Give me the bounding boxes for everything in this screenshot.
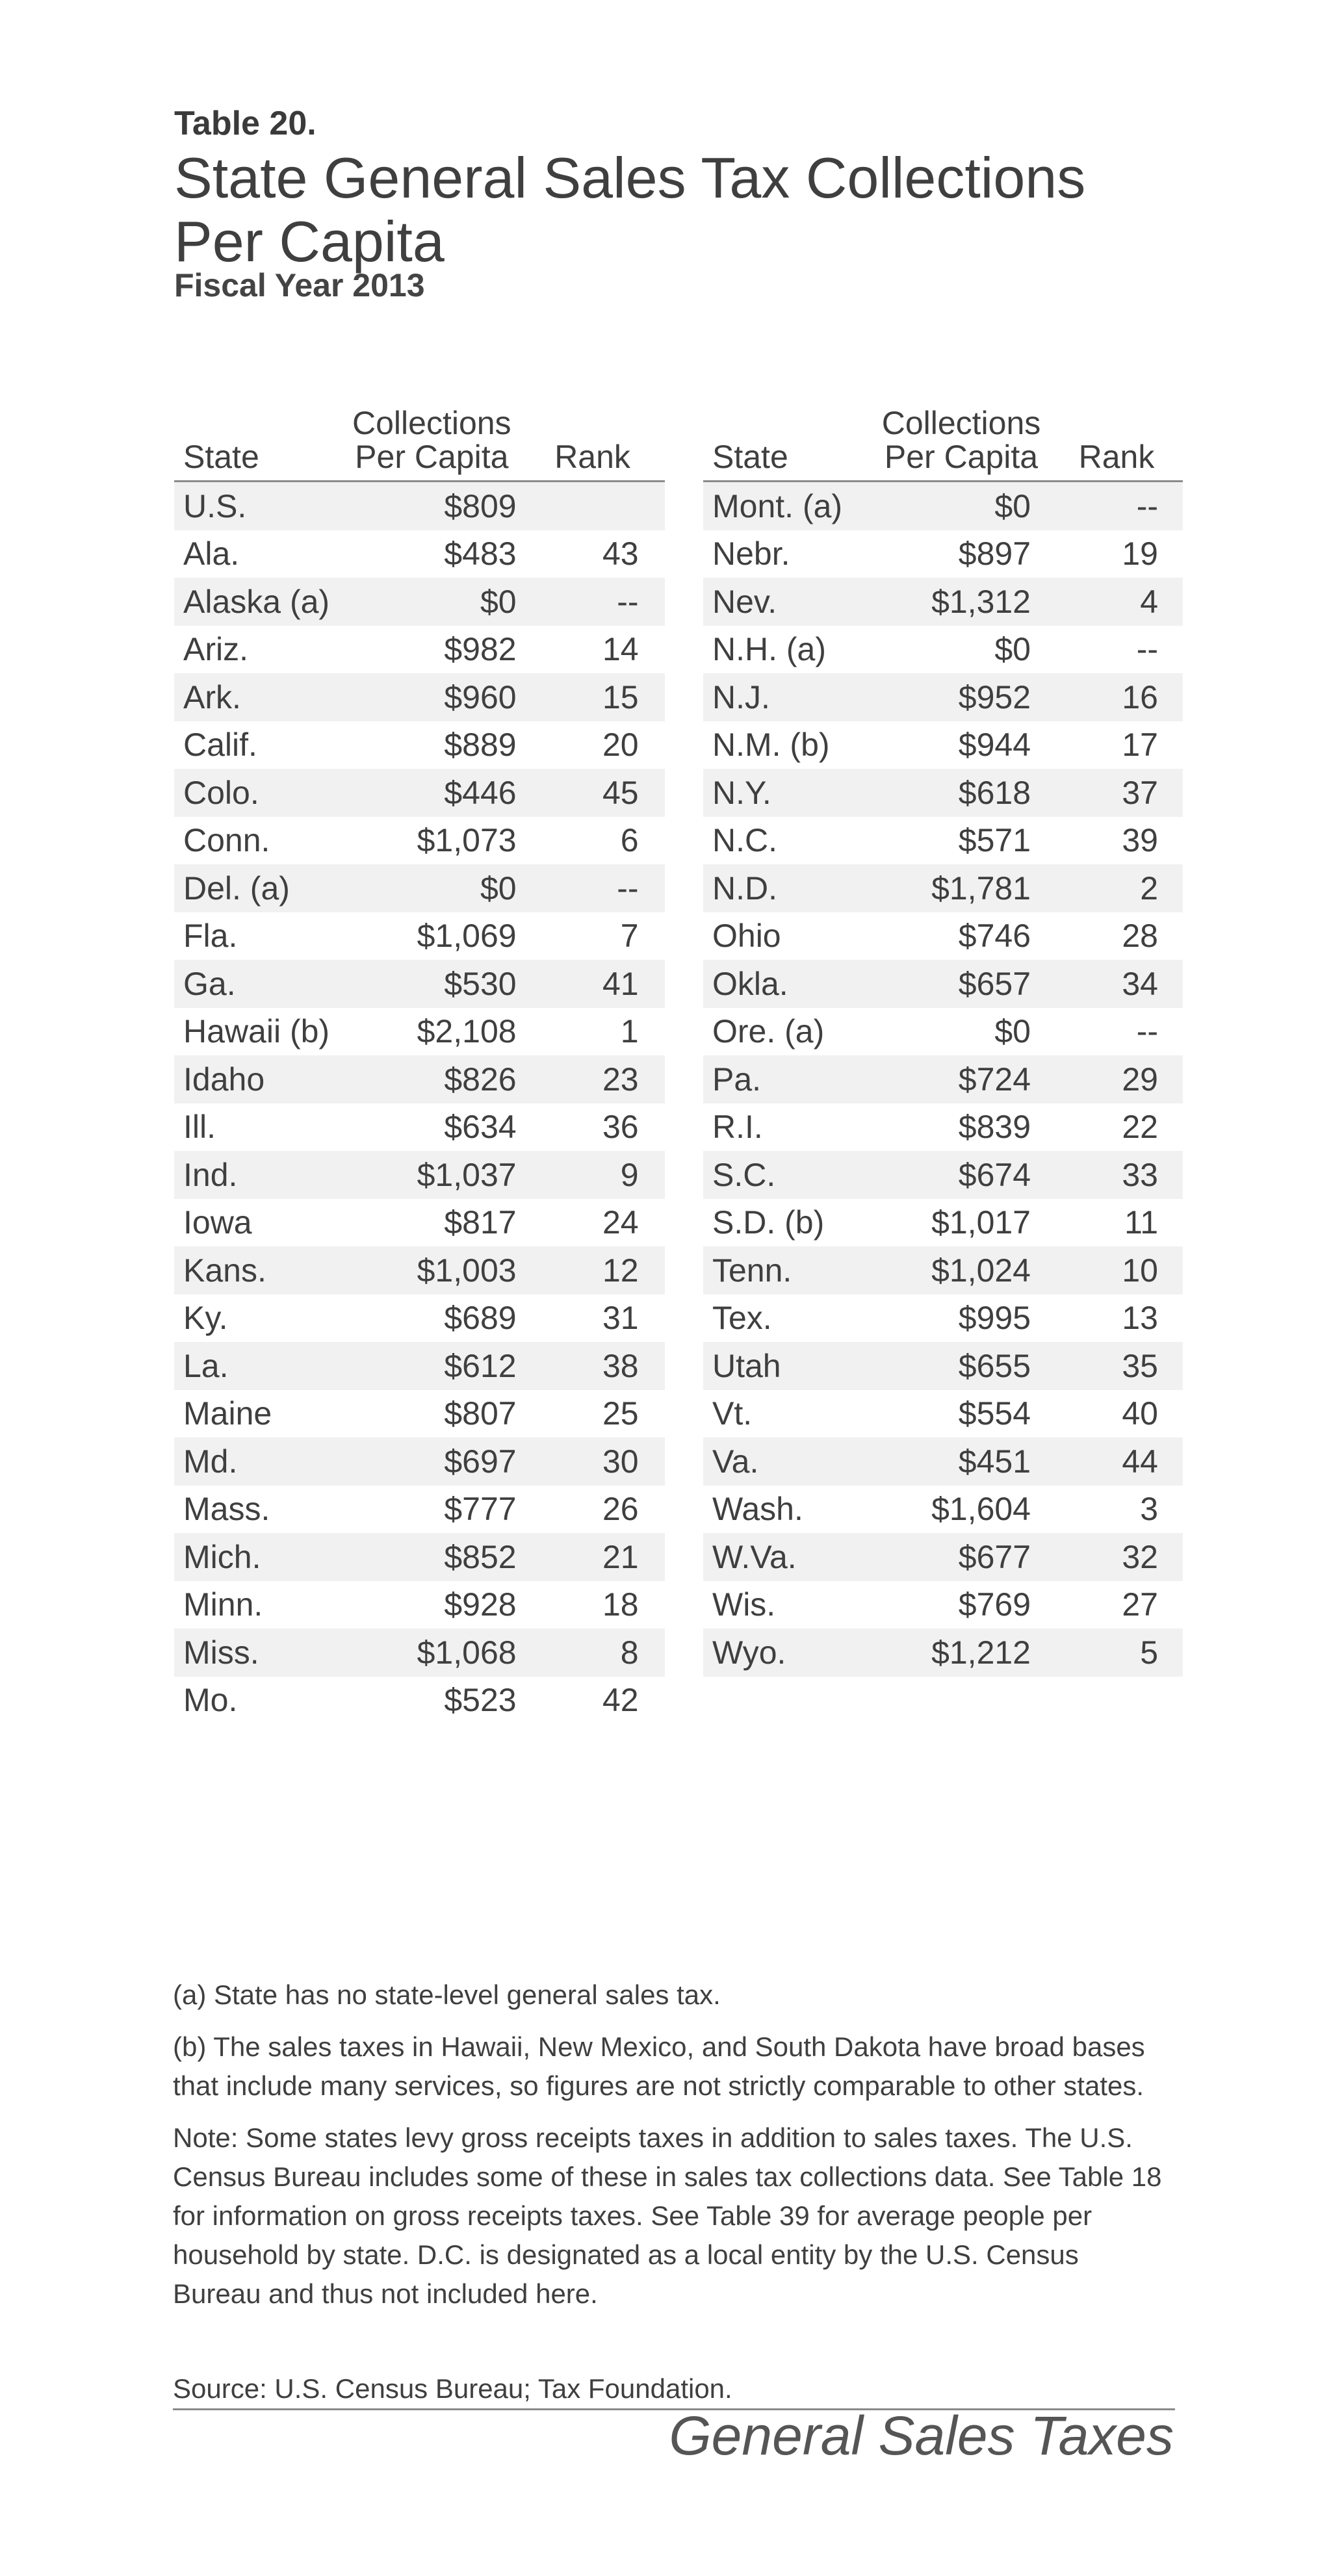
rank-cell: 41 (521, 960, 665, 1008)
collections-cell: $839 (958, 1109, 1031, 1146)
collections-cell: $724 (872, 1055, 1050, 1103)
rank-cell: 26 (602, 1491, 639, 1528)
table-row (174, 1437, 665, 1486)
rank-cell: 3 (1140, 1491, 1158, 1528)
rank-cell: 21 (521, 1533, 665, 1581)
collections-cell: $817 (444, 1204, 517, 1241)
table-row (703, 626, 1183, 674)
table-row (174, 1103, 665, 1152)
collections-cell: $807 (444, 1395, 517, 1432)
table-row (174, 673, 665, 721)
collections-cell: $674 (872, 1151, 1050, 1199)
table-row (703, 1390, 1183, 1438)
rank-cell: 12 (521, 1246, 665, 1294)
table-row (703, 1103, 1183, 1152)
table-row (703, 912, 1183, 960)
collections-cell: $657 (872, 960, 1050, 1008)
footnote-a: (a) State has no state-level general sales tax. (173, 1979, 721, 2010)
collections-cell: $451 (872, 1437, 1050, 1486)
collections-cell: $0 (343, 578, 521, 626)
state-cell: Vt. (712, 1395, 753, 1432)
state-cell: Minn. (183, 1586, 263, 1623)
table-row (174, 1533, 665, 1581)
state-cell: Mo. (183, 1682, 238, 1719)
state-cell: Ill. (183, 1109, 216, 1146)
collections-cell: $2,108 (417, 1013, 517, 1050)
table-row (174, 1055, 665, 1103)
state-cell: N.J. (703, 673, 872, 721)
collections-cell: $1,017 (931, 1204, 1031, 1241)
collections-cell: $982 (444, 631, 517, 668)
state-cell: Ind. (174, 1151, 343, 1199)
column-header-collections-line1: Collections (352, 405, 511, 441)
table-row (174, 1390, 665, 1438)
rank-cell: 11 (1124, 1204, 1158, 1241)
rank-cell: 15 (521, 673, 665, 721)
rank-cell: 6 (620, 822, 639, 859)
collections-cell: $960 (343, 673, 521, 721)
state-cell: La. (174, 1342, 343, 1390)
rank-cell: 43 (602, 535, 639, 573)
state-cell: Va. (703, 1437, 872, 1486)
state-table-right (703, 406, 1183, 1677)
footnote-b: (b) The sales taxes in Hawaii, New Mexico, and South Dakota have broad bases that include many services, so figures are not strictly comparable to other states. (173, 2031, 1145, 2101)
rank-cell: 40 (1122, 1395, 1158, 1432)
table-row (703, 960, 1183, 1008)
collections-cell: $0 (872, 482, 1050, 530)
rank-cell: 5 (1050, 1629, 1183, 1677)
table-row (703, 1342, 1183, 1390)
collections-cell: $0 (994, 631, 1031, 668)
collections-cell: $1,069 (417, 918, 517, 955)
table-row (174, 1677, 665, 1725)
state-cell: W.Va. (703, 1533, 872, 1581)
column-header-collections (343, 406, 521, 482)
table-row (703, 482, 1183, 530)
state-cell: Idaho (174, 1055, 343, 1103)
rank-cell: 16 (1050, 673, 1183, 721)
state-cell: Ariz. (183, 631, 248, 668)
rank-cell: 25 (602, 1395, 639, 1432)
rank-cell (521, 482, 665, 530)
rank-cell: 1 (620, 1013, 639, 1050)
rank-cell: 38 (521, 1342, 665, 1390)
table-row (703, 1294, 1183, 1343)
table-row (174, 1199, 665, 1247)
state-cell: Iowa (183, 1204, 252, 1241)
rank-cell: -- (1136, 631, 1158, 668)
rank-cell: 31 (602, 1300, 639, 1337)
collections-cell: $612 (343, 1342, 521, 1390)
collections-cell: $618 (872, 769, 1050, 817)
collections-cell: $483 (444, 535, 517, 573)
table-row (703, 1437, 1183, 1486)
rank-cell: 28 (1122, 918, 1158, 955)
table-row (703, 817, 1183, 865)
collections-cell: $952 (872, 673, 1050, 721)
table-row (174, 1246, 665, 1294)
rank-cell: 9 (521, 1151, 665, 1199)
collections-cell: $1,024 (872, 1246, 1050, 1294)
table-row (703, 864, 1183, 912)
column-header-collections-line1: Collections (881, 405, 1041, 441)
table-row (703, 1629, 1183, 1677)
page-subtitle: Fiscal Year 2013 (174, 267, 425, 303)
rank-cell: 32 (1050, 1533, 1183, 1581)
state-cell: Conn. (183, 822, 270, 859)
state-cell: R.I. (712, 1109, 763, 1146)
collections-cell: $852 (343, 1533, 521, 1581)
source-line: Source: U.S. Census Bureau; Tax Foundation. (173, 2371, 1175, 2410)
state-cell: Maine (183, 1395, 272, 1432)
collections-cell: $1,003 (343, 1246, 521, 1294)
collections-cell: $655 (872, 1342, 1050, 1390)
rank-cell: 45 (521, 769, 665, 817)
rank-cell: 2 (1050, 864, 1183, 912)
rank-cell: 24 (602, 1204, 639, 1241)
rank-cell: 44 (1050, 1437, 1183, 1486)
state-cell: Colo. (174, 769, 343, 817)
footnotes (173, 1976, 1174, 2326)
rank-cell: -- (1050, 482, 1183, 530)
table-row (703, 1008, 1183, 1056)
table-row (174, 1151, 665, 1199)
collections-cell: $746 (958, 918, 1031, 955)
state-cell: Del. (a) (174, 864, 343, 912)
rank-cell: 19 (1122, 535, 1158, 573)
collections-cell: $995 (958, 1300, 1031, 1337)
rank-cell: 27 (1122, 1586, 1158, 1623)
column-header-collections-line2: Per Capita (884, 439, 1039, 475)
collections-cell: $889 (444, 727, 517, 764)
collections-cell: $1,604 (931, 1491, 1031, 1528)
state-cell: Alaska (a) (174, 578, 343, 626)
state-cell: Ark. (174, 673, 343, 721)
state-cell: Nebr. (712, 535, 790, 573)
collections-cell: $944 (958, 727, 1031, 764)
collections-cell: $697 (343, 1437, 521, 1486)
rank-cell: 37 (1050, 769, 1183, 817)
table-row (174, 1294, 665, 1343)
state-cell: Ky. (183, 1300, 228, 1337)
column-header-state: State (174, 406, 343, 482)
table-row (174, 721, 665, 769)
table-row (703, 1151, 1183, 1199)
table-row (703, 578, 1183, 626)
state-cell: Tenn. (703, 1246, 872, 1294)
rank-cell: -- (521, 578, 665, 626)
table-row (174, 530, 665, 578)
rank-cell: 10 (1050, 1246, 1183, 1294)
collections-cell: $0 (994, 1013, 1031, 1050)
rank-cell: 39 (1122, 822, 1158, 859)
table-row (174, 482, 665, 530)
rank-cell: 36 (602, 1109, 639, 1146)
table-row (174, 960, 665, 1008)
rank-cell: 35 (1050, 1342, 1183, 1390)
collections-cell: $769 (958, 1586, 1031, 1623)
collections-cell: $554 (958, 1395, 1031, 1432)
table-header-row (703, 406, 1183, 482)
state-cell: N.Y. (703, 769, 872, 817)
rank-cell: 14 (602, 631, 639, 668)
collections-cell: $530 (343, 960, 521, 1008)
rank-cell: 20 (602, 727, 639, 764)
collections-cell: $446 (343, 769, 521, 817)
state-cell: Calif. (183, 727, 257, 764)
state-cell: Hawaii (b) (183, 1013, 330, 1050)
state-cell: N.M. (b) (712, 727, 830, 764)
state-cell: Okla. (703, 960, 872, 1008)
table-header-row (174, 406, 665, 482)
state-cell: N.C. (712, 822, 777, 859)
rank-cell: -- (521, 864, 665, 912)
state-cell: U.S. (174, 482, 343, 530)
collections-cell: $0 (343, 864, 521, 912)
rank-cell: 18 (602, 1586, 639, 1623)
table-row (703, 721, 1183, 769)
collections-cell: $571 (958, 822, 1031, 859)
table-row (703, 1533, 1183, 1581)
state-cell: N.D. (703, 864, 872, 912)
table-row (703, 769, 1183, 817)
table-number: Table 20. (174, 105, 317, 142)
state-cell: Ohio (712, 918, 781, 955)
column-header-collections-line2: Per Capita (355, 439, 509, 475)
state-cell: Miss. (174, 1629, 343, 1677)
rank-cell: 23 (521, 1055, 665, 1103)
table-row (174, 817, 665, 865)
state-cell: Ore. (a) (712, 1013, 825, 1050)
state-cell: Mass. (183, 1491, 270, 1528)
table-row (703, 1581, 1183, 1629)
table-row (174, 769, 665, 817)
collections-cell: $809 (343, 482, 521, 530)
state-table-left (174, 406, 665, 1724)
rank-cell: 30 (521, 1437, 665, 1486)
table-row (703, 530, 1183, 578)
table-row (174, 1342, 665, 1390)
state-cell: Fla. (183, 918, 238, 955)
column-header-rank: Rank (521, 406, 665, 482)
collections-cell: $897 (958, 535, 1031, 573)
table-row (174, 626, 665, 674)
column-header-state: State (703, 406, 872, 482)
table-row (174, 1581, 665, 1629)
rank-cell: 13 (1122, 1300, 1158, 1337)
state-cell: S.D. (b) (712, 1204, 825, 1241)
collections-cell: $1,037 (343, 1151, 521, 1199)
table-row (174, 1008, 665, 1056)
collections-cell: $523 (444, 1682, 517, 1719)
collections-cell: $677 (872, 1533, 1050, 1581)
state-cell: Tex. (712, 1300, 772, 1337)
table-row (703, 1246, 1183, 1294)
state-cell: Md. (174, 1437, 343, 1486)
section-footer-title: General Sales Taxes (669, 2405, 1174, 2466)
collections-cell: $777 (444, 1491, 517, 1528)
table-row (174, 578, 665, 626)
rank-cell: 33 (1050, 1151, 1183, 1199)
page-title: State General Sales Tax Collections Per Capita (174, 146, 1086, 274)
collections-cell: $634 (444, 1109, 517, 1146)
collections-cell: $1,212 (872, 1629, 1050, 1677)
rank-cell: -- (1136, 1013, 1158, 1050)
table-row (703, 1055, 1183, 1103)
state-cell: Wis. (712, 1586, 776, 1623)
state-cell: Kans. (174, 1246, 343, 1294)
state-cell: Wyo. (703, 1629, 872, 1677)
rank-cell: 42 (602, 1682, 639, 1719)
collections-cell: $826 (343, 1055, 521, 1103)
table-row (703, 1486, 1183, 1534)
rank-cell: 29 (1050, 1055, 1183, 1103)
table-row (703, 1199, 1183, 1247)
rank-cell: 17 (1122, 727, 1158, 764)
column-header-rank: Rank (1050, 406, 1183, 482)
collections-cell: $1,781 (872, 864, 1050, 912)
state-cell: Utah (703, 1342, 872, 1390)
column-header-collections (872, 406, 1050, 482)
collections-cell: $928 (444, 1586, 517, 1623)
collections-cell: $1,312 (872, 578, 1050, 626)
table-row (174, 1486, 665, 1534)
table-row (174, 912, 665, 960)
collections-cell: $1,068 (343, 1629, 521, 1677)
rank-cell: 22 (1122, 1109, 1158, 1146)
rank-cell: 4 (1050, 578, 1183, 626)
collections-cell: $1,073 (417, 822, 517, 859)
collections-cell: $689 (444, 1300, 517, 1337)
state-cell: Mont. (a) (703, 482, 872, 530)
table-row (174, 864, 665, 912)
state-cell: Ala. (183, 535, 240, 573)
general-note: Note: Some states levy gross receipts taxes in addition to sales taxes. The U.S. Census Bureau includes some of these in sales tax collections data. See Table 18 for information on gross receipts taxes. See Table 39 for average people per household by state. D.C. is designated as a local entity by the U.S. Census Bureau and thus not included here. (173, 2122, 1162, 2309)
state-cell: Nev. (703, 578, 872, 626)
table-row (174, 1629, 665, 1677)
rank-cell: 7 (620, 918, 639, 955)
state-cell: Wash. (712, 1491, 803, 1528)
state-cell: Pa. (703, 1055, 872, 1103)
rank-cell: 8 (521, 1629, 665, 1677)
state-cell: N.H. (a) (712, 631, 826, 668)
state-cell: Mich. (174, 1533, 343, 1581)
state-cell: Ga. (174, 960, 343, 1008)
rank-cell: 34 (1050, 960, 1183, 1008)
table-row (703, 673, 1183, 721)
state-cell: S.C. (703, 1151, 872, 1199)
